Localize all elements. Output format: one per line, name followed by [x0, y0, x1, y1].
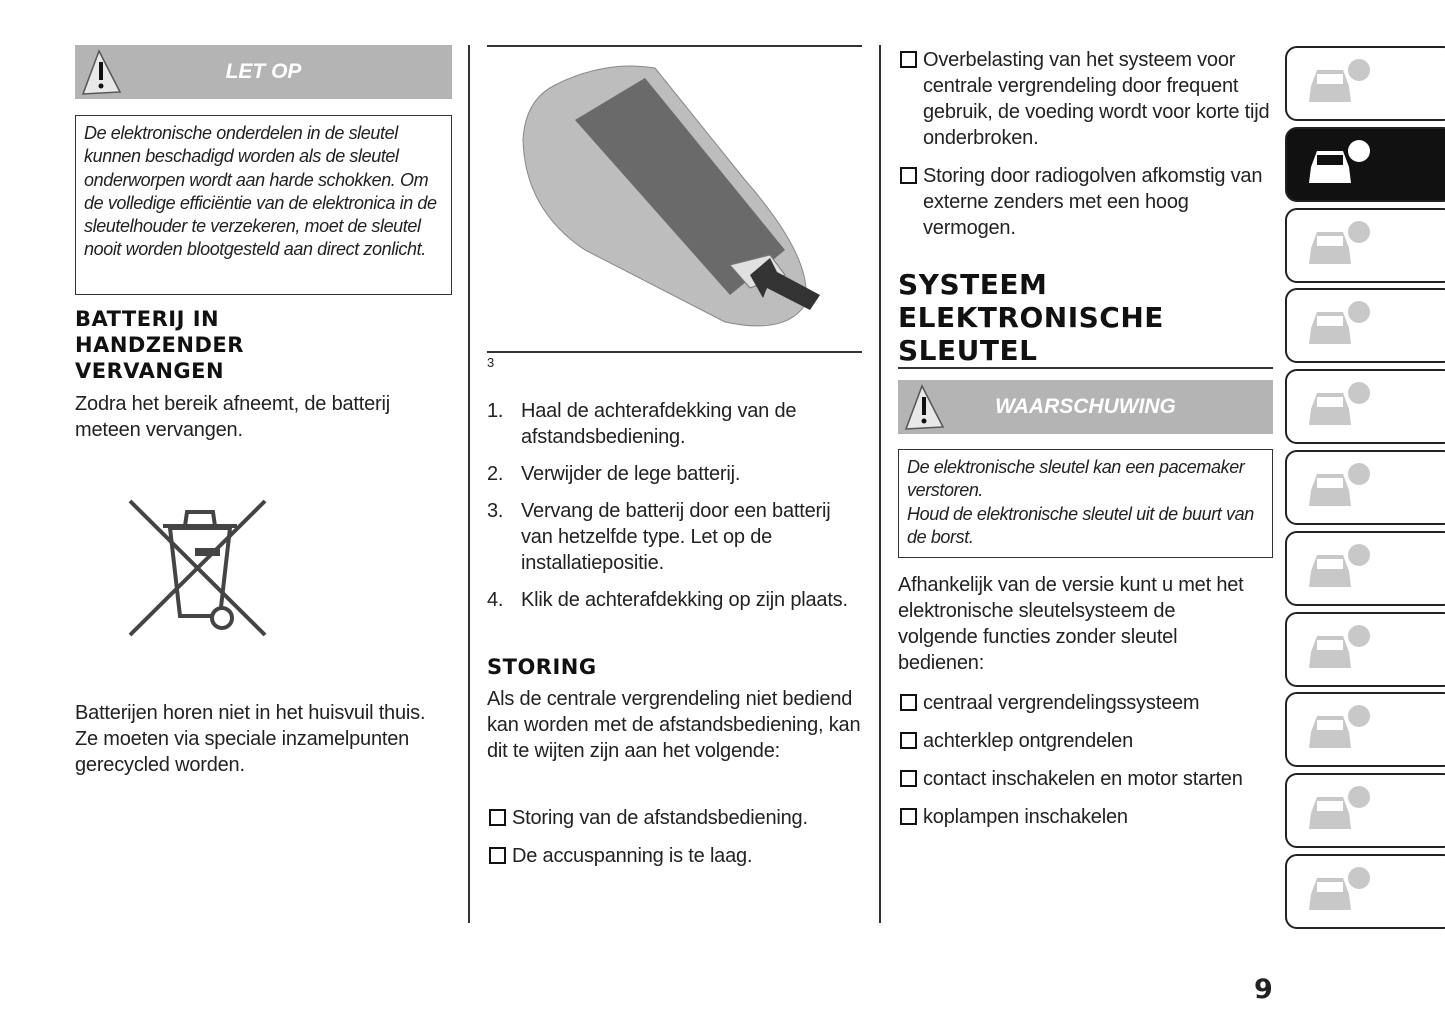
heading-rule	[898, 367, 1273, 369]
bullet-list	[487, 805, 862, 881]
list-item	[487, 805, 862, 831]
list-item	[898, 728, 1273, 754]
chapter-tab[interactable]	[1285, 369, 1445, 444]
bullet-text: achterklep ontgrendelen	[923, 730, 1133, 752]
step-text: Vervang de batterij door een batterij van hetzelfde type. Let op de installatiepositie.	[521, 500, 831, 574]
warning-light-message-icon	[1303, 218, 1373, 273]
navigation-music-icon	[1303, 298, 1373, 353]
checkbox-bullet-icon	[900, 732, 917, 749]
bullet-list	[898, 690, 1273, 842]
car-info-icon	[1303, 137, 1373, 192]
section-heading: BATTERIJ IN HANDZENDER VERVANGEN	[75, 307, 244, 383]
step-number: 3.	[487, 500, 504, 522]
checkbox-bullet-icon	[489, 847, 506, 864]
list-item	[898, 163, 1276, 241]
bullet-text: centraal vergrendelingssysteem	[923, 692, 1200, 714]
step-number: 4.	[487, 589, 504, 611]
bullet-text: Storing van de afstandsbediening.	[512, 807, 808, 829]
list-item	[487, 461, 862, 487]
key-fob-battery-figure	[515, 60, 835, 330]
car-lane-icon	[1303, 460, 1373, 515]
warning-header	[898, 380, 1273, 434]
bullet-list	[898, 47, 1276, 253]
list-item	[898, 804, 1273, 830]
intro-text: Afhankelijk van de versie kunt u met het elektronische sleutelsysteem de volgende functies zonder sleutel bedienen:	[898, 574, 1244, 674]
column-divider	[468, 45, 470, 923]
warning-header	[75, 45, 452, 99]
bullet-text: contact inschakelen en motor starten	[923, 768, 1243, 790]
car-emergency-icon	[1303, 541, 1373, 596]
index-icon	[1303, 864, 1373, 919]
chapter-tab[interactable]	[1285, 773, 1445, 848]
column-divider	[879, 45, 881, 923]
checkbox-bullet-icon	[900, 770, 917, 787]
bullet-text: Storing door radiogolven afkomstig van externe zenders met een hoog vermogen.	[923, 165, 1263, 239]
chapter-tab[interactable]	[1285, 288, 1445, 363]
chapter-tab[interactable]	[1285, 692, 1445, 767]
user-info-icon	[1303, 783, 1373, 838]
step-number: 1.	[487, 400, 504, 422]
step-text: Verwijder de lege batterij.	[521, 463, 741, 485]
checkbox-bullet-icon	[900, 51, 917, 68]
step-text: Haal de achterafdekking van de afstandsbediening.	[521, 400, 797, 448]
checkbox-bullet-icon	[900, 694, 917, 711]
checkbox-bullet-icon	[900, 808, 917, 825]
list-item	[898, 47, 1276, 151]
disposal-text: Batterijen horen niet in het huisvuil thuis. Ze moeten via speciale inzamelpunten gerecycled worden.	[75, 702, 426, 776]
list-item	[487, 498, 862, 576]
figure-bottom-rule	[487, 351, 862, 353]
chapter-tab[interactable]	[1285, 531, 1445, 606]
warning-title: LET OP	[225, 60, 302, 83]
bullet-text: koplampen inschakelen	[923, 806, 1128, 828]
list-item	[487, 587, 862, 613]
chapter-tab[interactable]	[1285, 450, 1445, 525]
list-item	[898, 690, 1273, 716]
checkbox-bullet-icon	[900, 167, 917, 184]
crossed-bin-icon	[125, 498, 270, 638]
car-search-icon	[1303, 56, 1373, 111]
chapter-tab[interactable]	[1285, 46, 1445, 121]
car-maintenance-icon	[1303, 622, 1373, 677]
warning-triangle-icon	[902, 383, 946, 431]
chapter-tab[interactable]	[1285, 854, 1445, 929]
chapter-tab[interactable]	[1285, 208, 1445, 283]
figure-top-rule	[487, 45, 862, 47]
step-text: Klik de achterafdekking op zijn plaats.	[521, 589, 848, 611]
specifications-icon	[1303, 702, 1373, 757]
checkbox-bullet-icon	[489, 809, 506, 826]
section-heading: SYSTEEM ELEKTRONISCHE SLEUTEL	[898, 268, 1164, 367]
warning-title: WAARSCHUWING	[995, 395, 1176, 418]
intro-text: Zodra het bereik afneemt, de batterij meteen vervangen.	[75, 393, 391, 441]
bullet-text: Overbelasting van het systeem voor centrale vergrendeling door frequent gebruik, de voeding wordt voor korte tijd onderbroken.	[923, 49, 1270, 149]
step-number: 2.	[487, 463, 504, 485]
intro-text: Als de centrale vergrendeling niet bediend kan worden met de afstandsbediening, kan dit te wijten zijn aan het volgende:	[487, 688, 861, 762]
steps-list	[487, 398, 862, 624]
page-number: 9	[1254, 974, 1273, 1005]
chapter-tab[interactable]	[1285, 127, 1445, 202]
warning-text	[898, 449, 1273, 558]
key-steering-wheel-icon	[1303, 379, 1373, 434]
warning-triangle-icon	[79, 48, 123, 96]
bullet-text: De accuspanning is te laag.	[512, 845, 753, 867]
list-item	[487, 843, 862, 869]
warning-text: De elektronische onderdelen in de sleutel kunnen beschadigd worden als de sleutel onderworpen wordt aan harde schokken. Om de volledige efficiëntie van de elektronica in de sleutelhouder te verzekeren, moet de sleutel nooit worden blootgesteld aan direct zonlicht.	[75, 115, 452, 295]
figure-number: 3	[487, 355, 495, 370]
list-item	[487, 398, 862, 450]
section-heading: STORING	[487, 655, 597, 679]
warning-text-line: Houd de elektronische sleutel uit de buurt van de borst.	[907, 503, 1254, 547]
chapter-tab[interactable]	[1285, 612, 1445, 687]
list-item	[898, 766, 1273, 792]
warning-text-line: De elektronische sleutel kan een pacemaker verstoren.	[907, 457, 1245, 501]
